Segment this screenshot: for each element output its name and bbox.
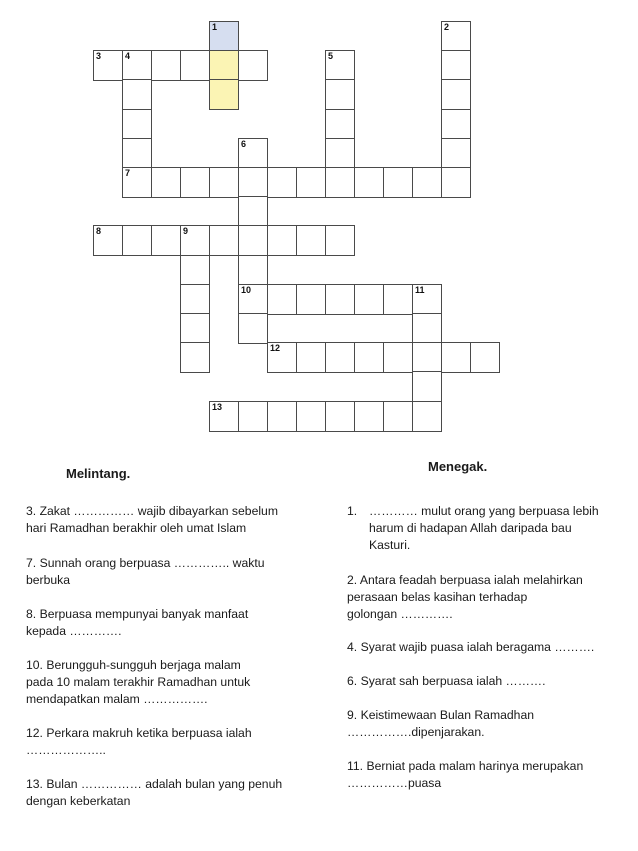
clue-text: Bulan …………… adalah bulan yang penuh dengan keberkatan	[26, 777, 283, 809]
cell-number: 7	[125, 168, 131, 178]
across-clue-3	[26, 503, 278, 537]
grid-cell[interactable]	[238, 313, 268, 344]
clue-number: 2.	[347, 573, 358, 587]
grid-cell[interactable]	[325, 79, 355, 110]
grid-cell[interactable]	[325, 167, 355, 198]
grid-cell[interactable]	[441, 138, 471, 169]
clue-text: Berungguh-sungguh berjaga malam pada 10 malam terakhir Ramadhan untuk mendapatkan malam …………….	[26, 658, 251, 707]
clue-text: Sunnah orang berpuasa ………….. waktu berbuka	[26, 556, 265, 588]
clue-text: ………… mulut orang yang berpuasa lebih harum di hadapan Allah daripada bau Kasturi.	[369, 504, 599, 553]
cell-number: 12	[270, 343, 281, 354]
grid-cell[interactable]	[296, 401, 326, 432]
grid-cell[interactable]	[412, 284, 442, 315]
clue-number: 8.	[26, 607, 37, 621]
grid-cell[interactable]	[209, 50, 239, 81]
cell-number: 10	[241, 284, 252, 295]
grid-cell[interactable]	[209, 21, 239, 52]
cell-number: 4	[125, 51, 131, 62]
grid-cell[interactable]	[267, 284, 297, 315]
grid-cell[interactable]	[412, 342, 442, 373]
grid-cell[interactable]	[180, 255, 210, 286]
grid-cell[interactable]	[151, 225, 181, 256]
clue-text: Keistimewaan Bulan Ramadhan …………….dipenjarakan.	[347, 708, 534, 740]
grid-cell[interactable]	[325, 401, 355, 432]
clue-number: 4.	[347, 640, 358, 654]
grid-cell[interactable]	[383, 401, 413, 432]
clue-number: 9.	[347, 708, 358, 722]
clue-number: 7.	[26, 556, 37, 570]
grid-cell[interactable]	[238, 167, 268, 198]
grid-cell[interactable]	[238, 225, 268, 256]
clue-text: Antara feadah berpuasa ialah melahirkan perasaan belas kasihan terhadap golongan ………….	[347, 573, 583, 622]
grid-cell[interactable]	[296, 342, 326, 373]
grid-cell[interactable]	[122, 138, 152, 169]
clue-number: 3.	[26, 504, 37, 518]
grid-cell[interactable]	[180, 342, 210, 373]
down-clue-9	[347, 707, 534, 741]
down-clue-11	[347, 758, 583, 792]
grid-cell[interactable]	[412, 313, 442, 344]
grid-cell[interactable]	[325, 138, 355, 169]
clue-text: Berpuasa mempunyai banyak manfaat kepada ………….	[26, 607, 249, 639]
grid-cell[interactable]	[296, 284, 326, 315]
grid-cell[interactable]	[412, 401, 442, 432]
down-clue-1	[347, 503, 605, 555]
grid-cell[interactable]	[441, 79, 471, 110]
clue-number: 10.	[26, 658, 43, 672]
grid-cell[interactable]	[180, 167, 210, 198]
grid-cell[interactable]	[238, 284, 268, 315]
grid-cell[interactable]	[441, 21, 471, 52]
grid-cell[interactable]	[383, 167, 413, 198]
grid-cell[interactable]	[238, 138, 268, 169]
grid-cell[interactable]	[238, 196, 268, 227]
across-title: Melintang.	[66, 466, 131, 481]
grid-cell[interactable]	[122, 79, 152, 110]
cell-number: 9	[183, 226, 189, 237]
cell-number: 3	[96, 51, 102, 62]
grid-cell[interactable]	[180, 225, 210, 256]
grid-cell[interactable]	[267, 401, 297, 432]
grid-cell[interactable]	[383, 284, 413, 315]
across-clue-8	[26, 606, 248, 640]
cell-number: 1	[212, 22, 218, 32]
grid-cell[interactable]	[296, 167, 326, 198]
grid-cell[interactable]	[412, 371, 442, 402]
grid-cell[interactable]	[354, 342, 384, 373]
clue-number: 12.	[26, 726, 43, 740]
grid-cell[interactable]	[296, 225, 326, 256]
grid-cell[interactable]	[325, 50, 355, 81]
grid-cell[interactable]	[354, 167, 384, 198]
grid-cell[interactable]	[122, 167, 152, 198]
grid-cell[interactable]	[325, 109, 355, 140]
grid-cell[interactable]	[209, 225, 239, 256]
clue-text: Perkara makruh ketika berpuasa ialah ………………..	[26, 726, 252, 758]
grid-cell[interactable]	[93, 225, 123, 256]
grid-cell[interactable]	[151, 167, 181, 198]
down-clue-6	[347, 673, 546, 690]
clue-number: 1.	[347, 504, 358, 518]
across-clue-7	[26, 555, 264, 589]
grid-cell[interactable]	[325, 342, 355, 373]
grid-cell[interactable]	[470, 342, 500, 373]
grid-cell[interactable]	[180, 313, 210, 344]
grid-cell[interactable]	[122, 225, 152, 256]
grid-cell[interactable]	[151, 50, 181, 81]
grid-cell[interactable]	[122, 109, 152, 140]
down-clue-4	[347, 639, 594, 656]
grid-cell[interactable]	[209, 167, 239, 198]
grid-cell[interactable]	[209, 401, 239, 432]
grid-cell[interactable]	[412, 167, 442, 198]
down-clue-2	[347, 572, 583, 624]
grid-cell[interactable]	[441, 50, 471, 81]
clue-text: Zakat …………… wajib dibayarkan sebelum hari Ramadhan berakhir oleh umat Islam	[26, 504, 278, 536]
clue-text: Berniat pada malam harinya merupakan ……………puasa	[347, 759, 584, 791]
grid-cell[interactable]	[267, 342, 297, 373]
cell-number: 13	[212, 401, 223, 412]
grid-cell[interactable]	[238, 50, 268, 81]
grid-cell[interactable]	[122, 50, 152, 81]
cell-number: 5	[328, 51, 334, 62]
down-title: Menegak.	[428, 459, 488, 474]
grid-cell[interactable]	[383, 342, 413, 373]
clue-number: 6.	[347, 674, 358, 688]
grid-cell[interactable]	[209, 79, 239, 110]
grid-cell[interactable]	[354, 284, 384, 315]
across-clue-10	[26, 657, 250, 709]
grid-cell[interactable]	[180, 50, 210, 81]
grid-cell[interactable]	[267, 167, 297, 198]
clue-text: Syarat wajib puasa ialah beragama ……….	[360, 640, 595, 654]
grid-cell[interactable]	[441, 167, 471, 198]
grid-cell[interactable]	[441, 109, 471, 140]
grid-cell[interactable]	[267, 225, 297, 256]
cell-number: 6	[241, 138, 247, 149]
clue-number: 13.	[26, 777, 43, 791]
grid-cell[interactable]	[238, 255, 268, 286]
grid-cell[interactable]	[441, 342, 471, 373]
grid-cell[interactable]	[238, 401, 268, 432]
clue-number: 11.	[347, 759, 364, 773]
clue-text: Syarat sah berpuasa ialah ……….	[360, 674, 546, 688]
across-clue-13	[26, 776, 282, 810]
grid-cell[interactable]	[354, 401, 384, 432]
grid-cell[interactable]	[180, 284, 210, 315]
across-clue-12	[26, 725, 252, 759]
cell-number: 2	[444, 22, 450, 32]
grid-cell[interactable]	[325, 225, 355, 256]
grid-cell[interactable]	[93, 50, 123, 81]
cell-number: 11	[415, 284, 425, 295]
grid-cell[interactable]	[325, 284, 355, 315]
cell-number: 8	[96, 226, 102, 237]
